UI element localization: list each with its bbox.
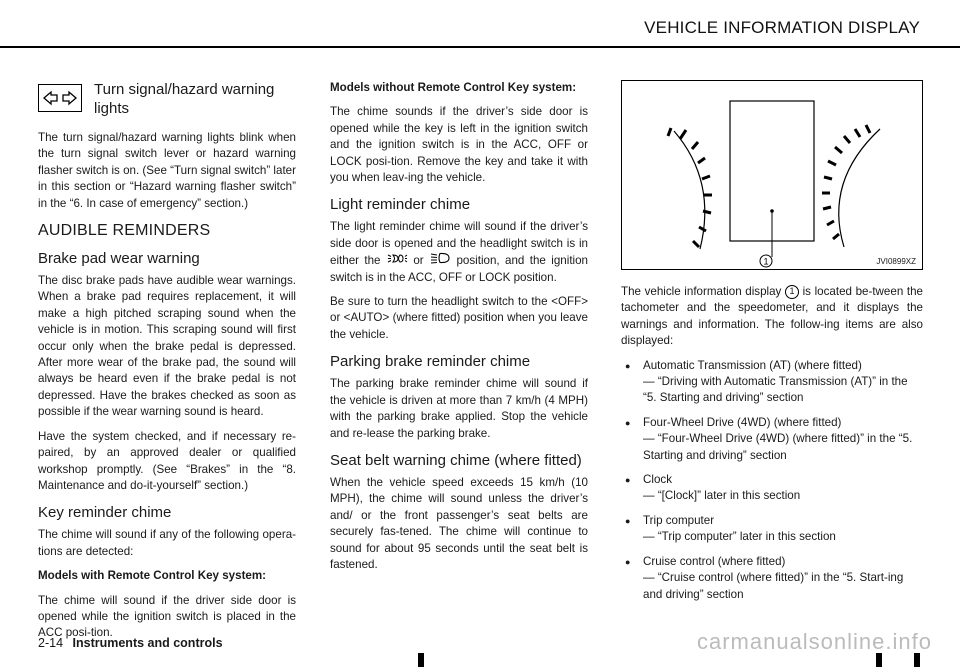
page-header-title: VEHICLE INFORMATION DISPLAY: [644, 18, 920, 37]
list-item-ref: — “[Clock]” later in this section: [643, 489, 801, 503]
list-item: [621, 358, 923, 407]
list-item-ref: — “Trip computer” later in this section: [643, 530, 836, 544]
turn-signal-text: The turn signal/hazard warning lights blink when the turn signal switch lever or hazard warning flasher switch is on. (See “Turn signal switch” later in this section or “Hazard warning flasher switch” in the “6. In case of emergency” section.): [38, 131, 296, 210]
turn-signal-title-line2: lights: [94, 100, 130, 117]
turn-signal-heading: [38, 80, 296, 118]
brake-pad-text-1: The disc brake pads have audible wear warnings. When a brake pad requires replacement, it will make a high pitched scraping sound when the vehicle is in motion. This scraping sound will first occur only when the brake pedal is depressed. After more wear of the brake pad, the sound will always be heard even if the brake pedal is not depressed. Have the brakes checked as soon as possible if the wear warning sound is heard.: [38, 274, 296, 419]
instrument-cluster-figure: [621, 80, 923, 270]
crop-mark: [876, 653, 882, 667]
parking-lights-icon: [386, 253, 408, 269]
crop-mark: [914, 653, 920, 667]
light-text-part-b: or: [413, 254, 424, 268]
list-item: [621, 554, 923, 603]
brake-pad-heading: Brake pad wear warning: [38, 250, 200, 268]
with-remote-label: Models with Remote Control Key system:: [38, 569, 267, 583]
crop-mark: [418, 653, 424, 667]
brake-pad-text-2: Have the system checked, and if necessary re-paired, by an approved dealer or qualified workshop promptly. (See “Brakes” in the “8. Maintenance and do-it-yourself” section.): [38, 429, 296, 492]
instrument-cluster-illustration: [622, 81, 922, 269]
parking-brake-text: The parking brake reminder chime will sound if the vehicle is driven at more than 7 km/h (4 MPH) with the parking brake applied. Stop the vehicle and re-lease the parking brake.: [330, 377, 588, 440]
list-item-label: Clock: [643, 473, 672, 487]
without-remote-text: The chime sounds if the driver’s side door is opened while the key is left in the ignition switch and the ignition switch is in the ACC, OFF or LOCK posi-tion. Remove the key and take it with you when leav-ing the vehicle.: [330, 105, 588, 185]
headlight-icon: [429, 252, 451, 269]
list-item-ref: — “Four-Wheel Drive (4WD) (where fitted)” in the “5. Starting and driving” section: [643, 432, 913, 462]
audible-reminders-heading: AUDIBLE REMINDERS: [38, 222, 211, 240]
page-footer: [38, 636, 223, 650]
key-reminder-text: The chime will sound if any of the following opera-tions are detected:: [38, 528, 296, 558]
callout-marker: 1: [785, 285, 799, 299]
seat-belt-text: When the vehicle speed exceeds 15 km/h (10 MPH), the chime will sound unless the driver’s and/ or the front passenger’s seat belts are securely fas-tened. The chime will continue to sound for about 95 seconds until the seat belt is fastened.: [330, 475, 588, 571]
light-text-part-c: position, and the ignition switch is in the ACC, OFF or LOCK position.: [330, 254, 589, 284]
header-rule: [0, 46, 960, 48]
key-reminder-heading: Key reminder chime: [38, 504, 172, 522]
watermark: carmanualsonline.info: [696, 629, 932, 654]
column-1: [38, 80, 296, 650]
display-items-list: [621, 358, 923, 603]
column-3: [621, 80, 923, 611]
figure-code: JVI0899XZ: [876, 257, 916, 266]
turn-signal-arrows-icon: [38, 84, 82, 112]
without-remote-label: Models without Remote Control Key system:: [330, 81, 577, 94]
list-item-label: Automatic Transmission (AT) (where fitted): [643, 358, 862, 372]
with-remote-text: The chime will sound if the driver side door is opened while the ignition switch is placed in the ACC posi-tion.: [38, 593, 296, 640]
list-item-label: Cruise control (where fitted): [643, 554, 786, 568]
list-item: [621, 415, 923, 464]
vid-intro-part-b: is located be-tween the tachometer and the speedometer, and it displays the warnings and information. The follow-ing items are also displayed:: [621, 285, 923, 348]
page-number: 2-14: [38, 636, 64, 650]
footer-section-title: Instruments and controls: [72, 636, 223, 650]
list-item: [621, 472, 923, 505]
light-text-part-a: The light reminder chime will sound if the driver’s side door is opened and the headlight switch is in either the: [330, 220, 588, 268]
light-reminder-text-2: Be sure to turn the headlight switch to the <OFF> or <AUTO> (where fitted) position when you leave the vehicle.: [330, 295, 588, 341]
turn-signal-title-line1: Turn signal/hazard warning: [94, 81, 275, 98]
light-reminder-heading: Light reminder chime: [330, 196, 471, 214]
figure-callout-number: 1: [763, 256, 769, 267]
page-header: [0, 0, 960, 48]
list-item-label: Trip computer: [643, 513, 715, 527]
light-reminder-text-1: [330, 219, 588, 286]
seat-belt-heading: Seat belt warning chime (where fitted): [330, 451, 582, 469]
list-item-ref: — “Driving with Automatic Transmission (AT)” in the “5. Starting and driving” section: [643, 375, 908, 405]
vid-intro-part-a: The vehicle information display: [621, 285, 782, 298]
column-2: [330, 80, 588, 581]
parking-brake-heading: Parking brake reminder chime: [330, 353, 531, 371]
vid-intro: [621, 284, 923, 350]
list-item-label: Four-Wheel Drive (4WD) (where fitted): [643, 415, 842, 429]
list-item: [621, 513, 923, 546]
list-item-ref: — “Cruise control (where fitted)” in the “5. Start-ing and driving” section: [643, 571, 904, 601]
